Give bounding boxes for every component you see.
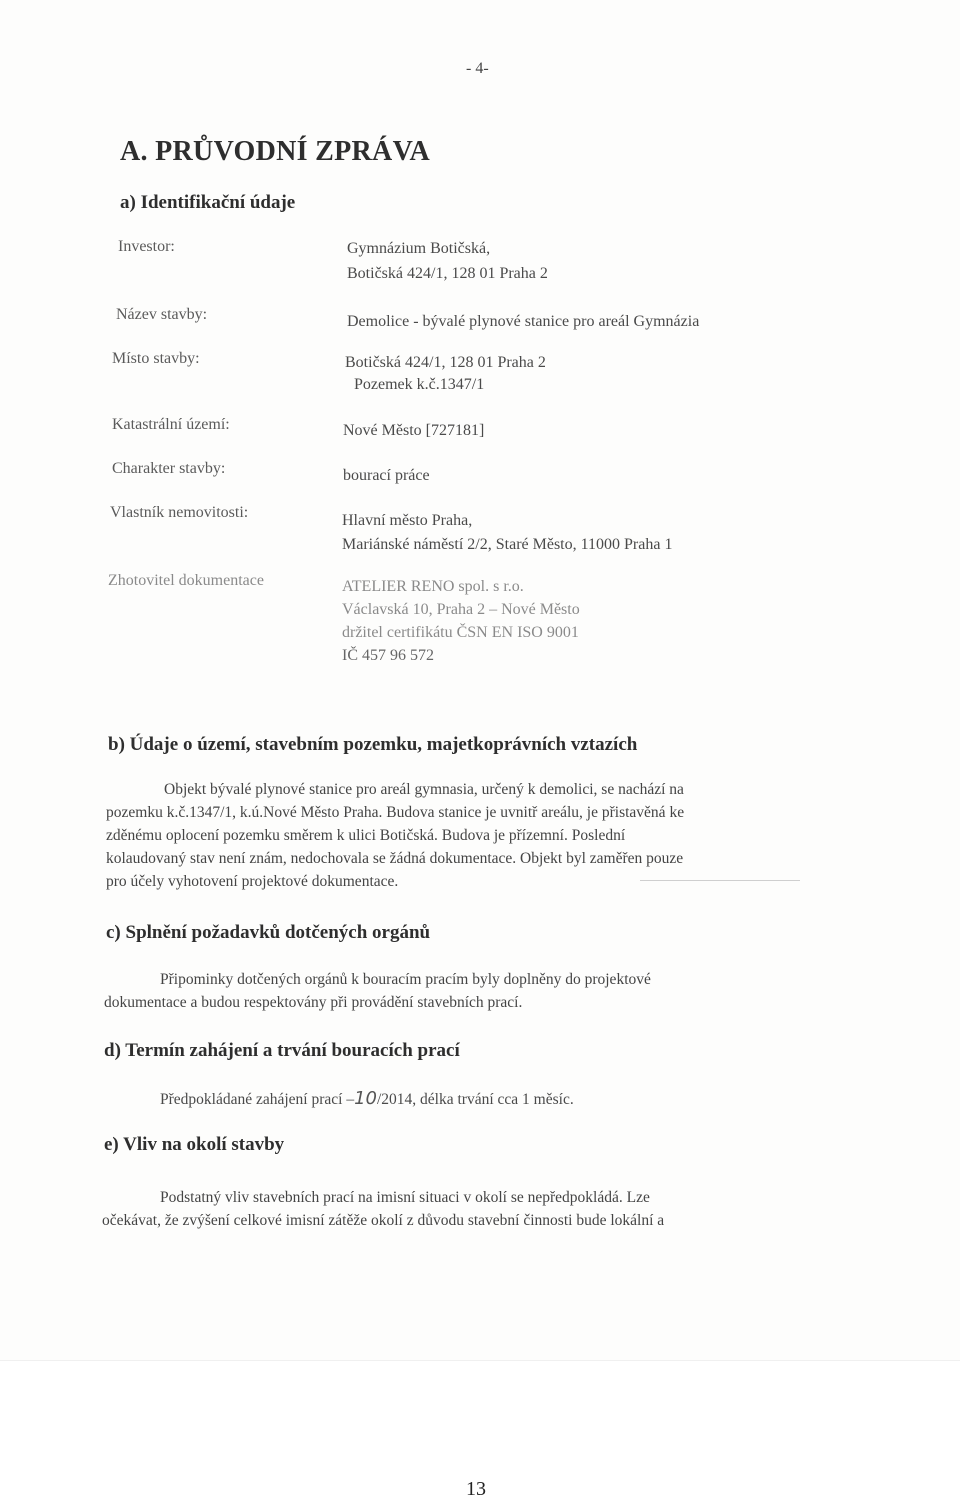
value-investor-line2: Botičská 424/1, 128 01 Praha 2 bbox=[347, 265, 548, 282]
section-b-paragraph bbox=[106, 778, 841, 893]
value-katastralni-uzemi: Nové Město [727181] bbox=[343, 422, 485, 439]
section-b-line: pro účely vyhotovení projektové dokumentace. bbox=[106, 873, 399, 890]
value-misto-line2: Pozemek k.č.1347/1 bbox=[354, 376, 485, 393]
value-vlastnik-line1: Hlavní město Praha, bbox=[342, 512, 473, 529]
section-c-paragraph bbox=[104, 968, 839, 1014]
value-stavba-name: Demolice - bývalé plynové stanice pro areál Gymnázia bbox=[347, 313, 700, 330]
page-number-bottom: 13 bbox=[466, 1478, 486, 1500]
label-investor: Investor: bbox=[118, 238, 175, 255]
section-e-paragraph bbox=[102, 1186, 838, 1232]
value-zhotovitel-line3: držitel certifikátu ČSN EN ISO 9001 bbox=[342, 624, 579, 641]
value-zhotovitel-line2: Václavská 10, Praha 2 – Nové Město bbox=[342, 601, 580, 618]
section-c-heading: c) Splnění požadavků dotčených orgánů bbox=[106, 922, 431, 943]
handwritten-month: 10 bbox=[354, 1088, 377, 1109]
section-d-text-after: /2014, délka trvání cca 1 měsíc. bbox=[377, 1091, 574, 1108]
value-investor-line1: Gymnázium Botičská, bbox=[347, 240, 491, 257]
section-e-line: očekávat, že zvýšení celkové imisní zátěže okolí z důvodu stavební činnosti bude lokální a bbox=[102, 1212, 665, 1229]
section-b-line: pozemku k.č.1347/1, k.ú.Nové Město Praha. Budova stanice je uvnitř areálu, je přistavěná ke bbox=[106, 804, 685, 821]
section-b-line: zděnému oplocení pozemku směrem k ulici Botičská. Budova je přízemní. Poslední bbox=[106, 827, 626, 844]
value-zhotovitel-line1: ATELIER RENO spol. s r.o. bbox=[342, 578, 524, 595]
label-vlastnik: Vlastník nemovitosti: bbox=[110, 504, 249, 521]
page-number-top: - 4- bbox=[466, 60, 489, 77]
label-misto-stavby: Místo stavby: bbox=[112, 350, 200, 367]
value-charakter-stavby: bourací práce bbox=[343, 467, 430, 484]
section-b-heading: b) Údaje o území, stavebním pozemku, majetkoprávních vztazích bbox=[108, 734, 638, 755]
document-title: A. PRŮVODNÍ ZPRÁVA bbox=[120, 136, 430, 167]
value-zhotovitel-line4: IČ 457 96 572 bbox=[342, 647, 434, 664]
value-vlastnik-line2: Mariánské náměstí 2/2, Staré Město, 11000 Praha 1 bbox=[342, 536, 673, 553]
label-zhotovitel: Zhotovitel dokumentace bbox=[108, 572, 264, 589]
section-a-heading: a) Identifikační údaje bbox=[120, 192, 296, 213]
section-e-heading: e) Vliv na okolí stavby bbox=[104, 1134, 285, 1155]
section-d-text-before: Předpokládané zahájení prací – bbox=[160, 1091, 355, 1108]
section-b-line: Objekt bývalé plynové stanice pro areál gymnasia, určený k demolici, se nachází na bbox=[164, 781, 684, 798]
label-stavba-name: Název stavby: bbox=[116, 306, 208, 323]
section-c-line: Připominky dotčených orgánů k bouracím pracím byly doplněny do projektové bbox=[160, 971, 651, 988]
section-e-line: Podstatný vliv stavebních prací na imisní situaci v okolí se nepředpokládá. Lze bbox=[160, 1189, 650, 1206]
section-d-line bbox=[160, 1088, 574, 1111]
section-d-heading: d) Termín zahájení a trvání bouracích prací bbox=[104, 1040, 460, 1061]
section-c-line: dokumentace a budou respektovány při provádění stavebních prací. bbox=[104, 994, 523, 1011]
label-katastralni-uzemi: Katastrální území: bbox=[112, 416, 230, 433]
value-misto-line1: Botičská 424/1, 128 01 Praha 2 bbox=[345, 354, 546, 371]
label-charakter-stavby: Charakter stavby: bbox=[112, 460, 226, 477]
section-b-line: kolaudovaný stav není znám, nedochovala se žádná dokumentace. Objekt byl zaměřen pouze bbox=[106, 850, 684, 867]
pencil-underline-mark bbox=[640, 880, 800, 881]
